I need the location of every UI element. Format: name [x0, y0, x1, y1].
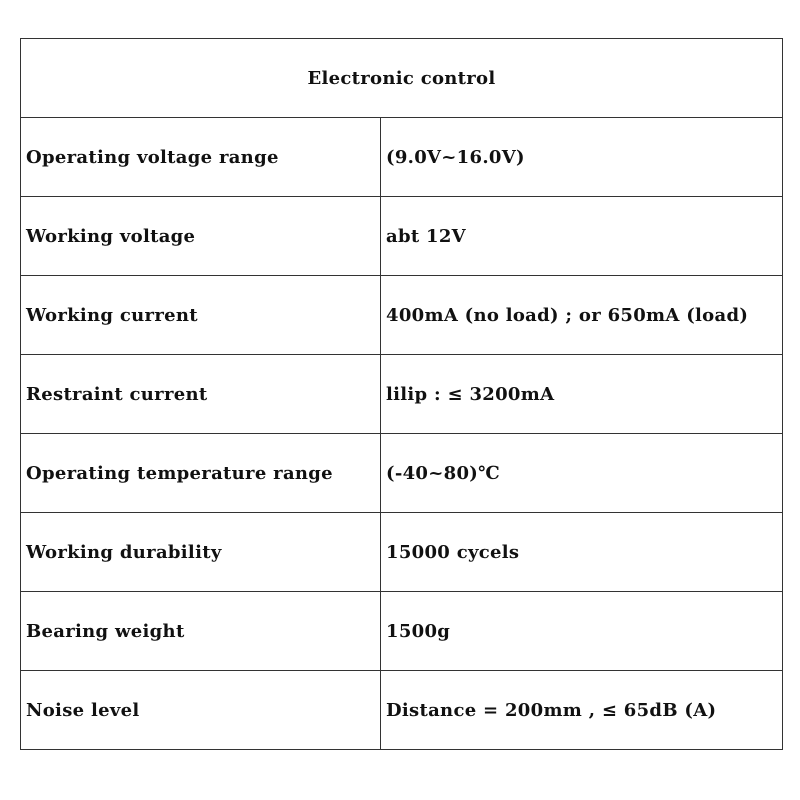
- row-value: (-40~80)℃: [381, 434, 783, 513]
- row-label: Operating voltage range: [21, 118, 381, 197]
- table-row: [21, 434, 783, 513]
- row-value: abt 12V: [381, 197, 783, 276]
- table-row: [21, 671, 783, 750]
- table-row: [21, 592, 783, 671]
- row-value: 1500g: [381, 592, 783, 671]
- table-title: Electronic control: [21, 39, 783, 118]
- table-title-row: [21, 39, 783, 118]
- row-label: Operating temperature range: [21, 434, 381, 513]
- row-value: lilip : ≤ 3200mA: [381, 355, 783, 434]
- row-label: Noise level: [21, 671, 381, 750]
- row-value: 400mA (no load) ; or 650mA (load): [381, 276, 783, 355]
- row-label: Bearing weight: [21, 592, 381, 671]
- row-label: Working current: [21, 276, 381, 355]
- row-value: Distance = 200mm , ≤ 65dB (A): [381, 671, 783, 750]
- table-row: [21, 276, 783, 355]
- table-row: [21, 197, 783, 276]
- table-row: [21, 118, 783, 197]
- table-row: [21, 513, 783, 592]
- row-label: Working voltage: [21, 197, 381, 276]
- spec-table: [20, 38, 783, 750]
- row-label: Restraint current: [21, 355, 381, 434]
- table-row: [21, 355, 783, 434]
- row-label: Working durability: [21, 513, 381, 592]
- row-value: 15000 cycels: [381, 513, 783, 592]
- row-value: (9.0V~16.0V): [381, 118, 783, 197]
